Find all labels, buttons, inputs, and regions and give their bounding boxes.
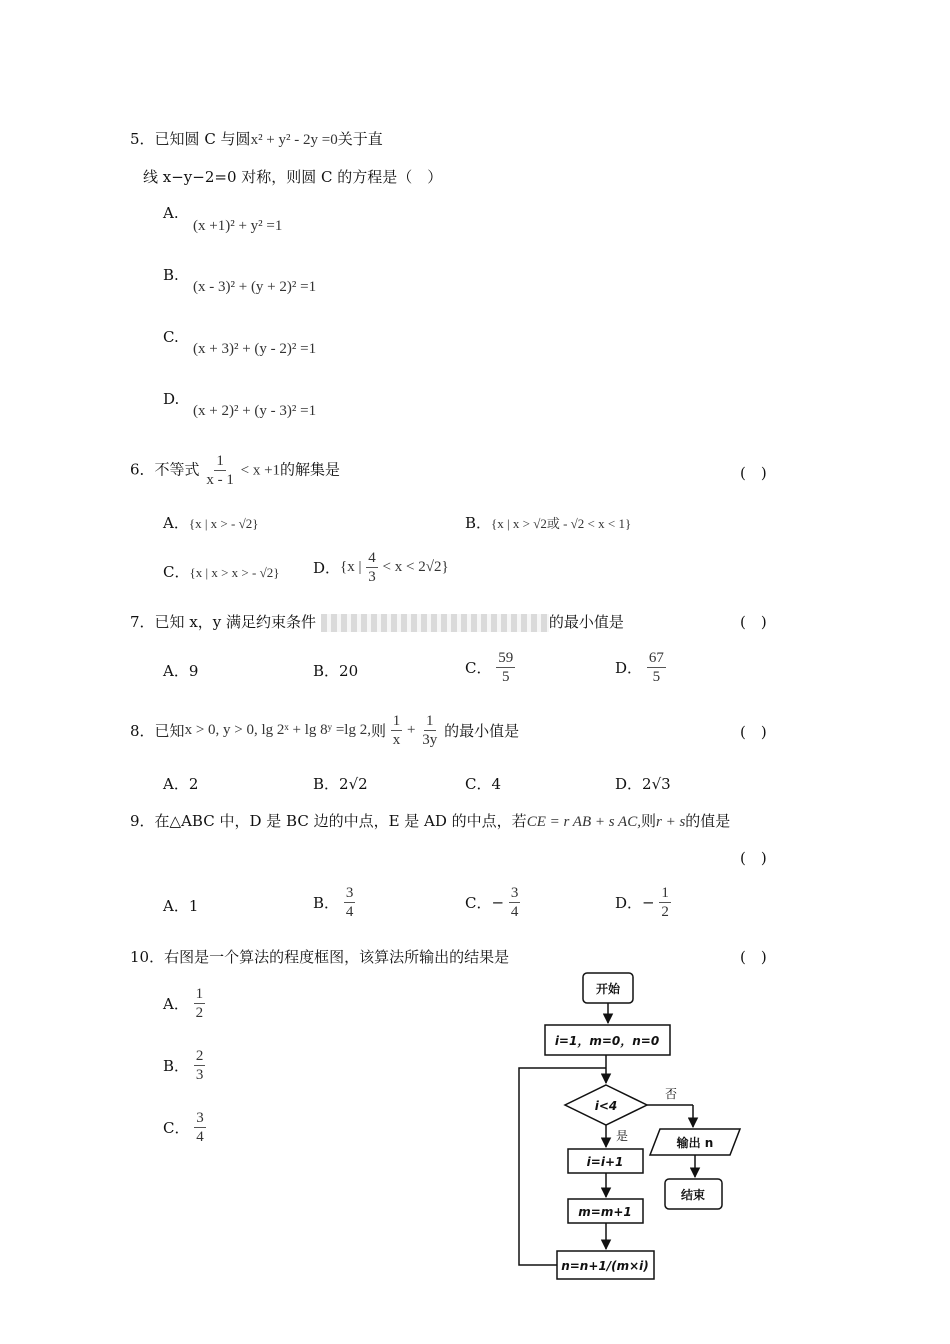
q8-option-a-text: 2	[188, 775, 199, 793]
q10-line	[130, 946, 509, 967]
q9-option-d-sign: −	[642, 893, 655, 912]
q7-option-a-text: 9	[188, 662, 199, 680]
q7-option-d-den: 5	[652, 669, 661, 685]
q6-option-d-den: 3	[368, 569, 376, 585]
flowchart	[505, 965, 765, 1295]
q8-option-c-label: C．	[465, 775, 492, 793]
q8-fraction-1-num: 1	[392, 713, 401, 729]
q9-option-a-label: A．	[163, 897, 189, 915]
q9-option-d	[615, 884, 671, 921]
q6-fraction-num: 1	[216, 453, 224, 469]
q6-option-b	[465, 512, 631, 533]
flowchart-step3-label: n=n+1/(m×i)	[561, 1259, 649, 1273]
q9-option-b	[313, 884, 355, 921]
q10-option-c-label: C．	[163, 1119, 190, 1137]
q6-fraction-den: x - 1	[206, 472, 234, 488]
q10-option-a-label: A．	[163, 995, 189, 1013]
q7-answer-paren: ( )	[740, 613, 767, 631]
q10-option-a-den: 2	[195, 1005, 204, 1021]
q10-option-b	[163, 1047, 205, 1084]
q8-plus: +	[407, 722, 416, 738]
q5-equation: x² + y² - 2y =0	[250, 132, 338, 148]
q7-option-b-text: 20	[339, 662, 359, 680]
q9-expression: r + s	[656, 814, 686, 830]
q9-option-c-label: C．	[465, 894, 492, 912]
q8-option-b-label: B．	[313, 775, 340, 793]
q9-option-c-sign: −	[491, 893, 505, 912]
flowchart-start-label: 开始	[595, 982, 621, 996]
q9-option-a	[163, 895, 198, 916]
q7-option-d-label: D．	[615, 659, 643, 677]
q10-number: 10．	[130, 948, 165, 966]
q7-option-c	[465, 649, 515, 686]
q7-option-a	[163, 660, 198, 681]
q6-option-b-text: {x | x > √2或 - √2 < x < 1}	[491, 516, 632, 531]
flowchart-step1-label: i=i+1	[586, 1155, 624, 1169]
q5-option-d-label: D.	[163, 390, 180, 408]
q9-line	[130, 810, 730, 831]
q8-option-d-label: D．	[615, 775, 643, 793]
q5-option-a: (x +1)² + y² =1	[193, 218, 283, 234]
q9-vector-equation: CE = r AB + s AC,	[526, 814, 641, 830]
q10-stem: 右图是一个算法的程度框图，该算法所输出的结果是	[164, 948, 510, 966]
q7-number: 7．	[130, 613, 155, 631]
q7-constraint-image	[321, 614, 549, 632]
q8-answer-paren: ( )	[740, 723, 767, 741]
q7-option-c-den: 5	[502, 669, 510, 685]
q5-option-b-label: B.	[163, 266, 179, 284]
q6-option-d-post: < x < 2√2}	[382, 559, 449, 575]
q9-then: 则	[640, 812, 656, 830]
q8-fraction-1-den: x	[392, 732, 401, 748]
q8-number: 8．	[130, 722, 155, 740]
q5-line2: 线 x−y−2=0 对称，则圆 C 的方程是（ ）	[143, 168, 443, 186]
q10-option-c-num: 3	[196, 1110, 204, 1126]
q8-fraction-2-den: 3y	[422, 732, 438, 748]
q6-answer-paren: ( )	[740, 464, 767, 482]
q9-option-b-num: 3	[345, 885, 354, 901]
q5-stem-tail: 关于直	[337, 130, 383, 148]
q9-option-a-text: 1	[188, 897, 199, 915]
q8-option-a	[163, 773, 198, 794]
q10-option-c	[163, 1109, 206, 1146]
q10-option-c-fraction	[194, 1109, 206, 1146]
q10-option-c-den: 4	[196, 1129, 204, 1145]
q9-option-b-fraction	[344, 884, 356, 921]
q5-option-a-label: A.	[163, 204, 179, 222]
q7-line	[130, 611, 624, 632]
q9-stem: 在△ABC 中，D 是 BC 边的中点，E 是 AD 的中点，若	[154, 812, 527, 830]
q6-number: 6．	[130, 460, 155, 479]
q8-option-d-text: 2√3	[642, 775, 671, 793]
q6-option-a	[163, 512, 258, 533]
q6-option-c-text: {x | x > x > - √2}	[189, 565, 280, 580]
q9-option-b-label: B．	[313, 894, 340, 912]
q5-option-c: (x + 3)² + (y - 2)² =1	[193, 341, 317, 357]
q5-stem: 已知圆 C 与圆	[154, 130, 251, 148]
q7-option-b-label: B．	[313, 662, 340, 680]
q8-option-a-label: A．	[163, 775, 189, 793]
q6-rhs: < x +1	[240, 462, 281, 479]
flowchart-output-label: 输出 n	[676, 1136, 714, 1150]
q10-option-b-label: B．	[163, 1057, 190, 1075]
q9-tail: 的值是	[685, 812, 731, 830]
q9-option-b-den: 4	[345, 904, 354, 920]
q9-answer-paren: ( )	[740, 849, 767, 867]
q8-option-d	[615, 773, 671, 794]
q7-stem: 已知 x，y 满足约束条件	[154, 613, 317, 631]
q8-option-b-text: 2√2	[339, 775, 368, 793]
q9-option-c-den: 4	[510, 904, 519, 920]
q8-tail: 的最小值是	[444, 722, 520, 740]
q7-option-b	[313, 660, 358, 681]
q6-fraction	[204, 452, 236, 489]
flowchart-step2-label: m=m+1	[578, 1205, 632, 1219]
q8-then: 则	[370, 722, 386, 740]
q6-stem: 不等式	[154, 460, 200, 479]
q7-option-d	[615, 649, 666, 686]
q5-option-b: (x - 3)² + (y + 2)² =1	[193, 279, 317, 295]
q9-option-c-fraction	[509, 884, 521, 921]
q9-option-d-fraction	[659, 884, 671, 921]
q6-option-d	[313, 549, 449, 586]
q9-option-d-num: 1	[661, 885, 669, 901]
q7-option-d-num: 67	[648, 650, 664, 666]
q8-fraction-1	[391, 712, 403, 749]
q8-stem: 已知	[154, 722, 185, 740]
flowchart-condition-label: i<4	[594, 1099, 618, 1113]
q9-option-c-num: 3	[510, 885, 519, 901]
q9-option-c	[465, 884, 520, 921]
q8-condition: x > 0, y > 0, lg 2ˣ + lg 8ʸ =lg 2,	[184, 722, 371, 738]
q7-option-d-fraction	[647, 649, 666, 686]
q7-option-c-num: 59	[498, 650, 514, 666]
q5-option-c-label: C.	[163, 328, 179, 346]
q7-tail: 的最小值是	[548, 613, 624, 631]
q6-option-d-label: D．	[313, 559, 341, 577]
q6-line	[130, 452, 340, 489]
q10-option-b-num: 2	[195, 1048, 204, 1064]
q6-tail: 的解集是	[280, 460, 341, 479]
q6-option-c	[163, 561, 279, 582]
q8-line	[130, 712, 519, 749]
q6-option-d-num: 4	[368, 550, 376, 566]
q9-option-d-label: D．	[615, 894, 643, 912]
q10-option-a	[163, 985, 205, 1022]
q7-option-c-label: C．	[465, 659, 492, 677]
q8-fraction-2-num: 1	[426, 713, 434, 729]
q8-option-c-text: 4	[491, 775, 502, 793]
q9-number: 9．	[130, 812, 155, 830]
flowchart-end-label: 结束	[680, 1188, 706, 1202]
q8-fraction-2	[420, 712, 439, 749]
q6-option-b-label: B．	[465, 514, 492, 532]
flowchart-yes-label: 是	[615, 1129, 629, 1143]
q7-option-c-fraction	[496, 649, 515, 686]
flowchart-init-label: i=1，m=0，n=0	[554, 1034, 660, 1048]
flowchart-no-label: 否	[664, 1087, 678, 1101]
q5-line1	[130, 128, 383, 149]
q10-option-b-den: 3	[195, 1067, 204, 1083]
q8-option-b	[313, 773, 368, 794]
q8-option-c	[465, 773, 501, 794]
q10-option-a-fraction	[194, 985, 206, 1022]
q6-option-a-text: {x | x > - √2}	[188, 516, 259, 531]
q10-option-a-num: 1	[195, 986, 204, 1002]
q7-option-a-label: A．	[163, 662, 189, 680]
q6-option-c-label: C．	[163, 563, 190, 581]
q6-option-d-pre: {x |	[340, 559, 362, 575]
q6-option-d-fraction	[366, 549, 378, 586]
q5-number: 5．	[130, 130, 155, 148]
q6-option-a-label: A．	[163, 514, 189, 532]
q9-option-d-den: 2	[661, 904, 669, 920]
q10-option-b-fraction	[194, 1047, 206, 1084]
q5-option-d: (x + 2)² + (y - 3)² =1	[193, 403, 317, 419]
q10-answer-paren: ( )	[740, 948, 767, 966]
